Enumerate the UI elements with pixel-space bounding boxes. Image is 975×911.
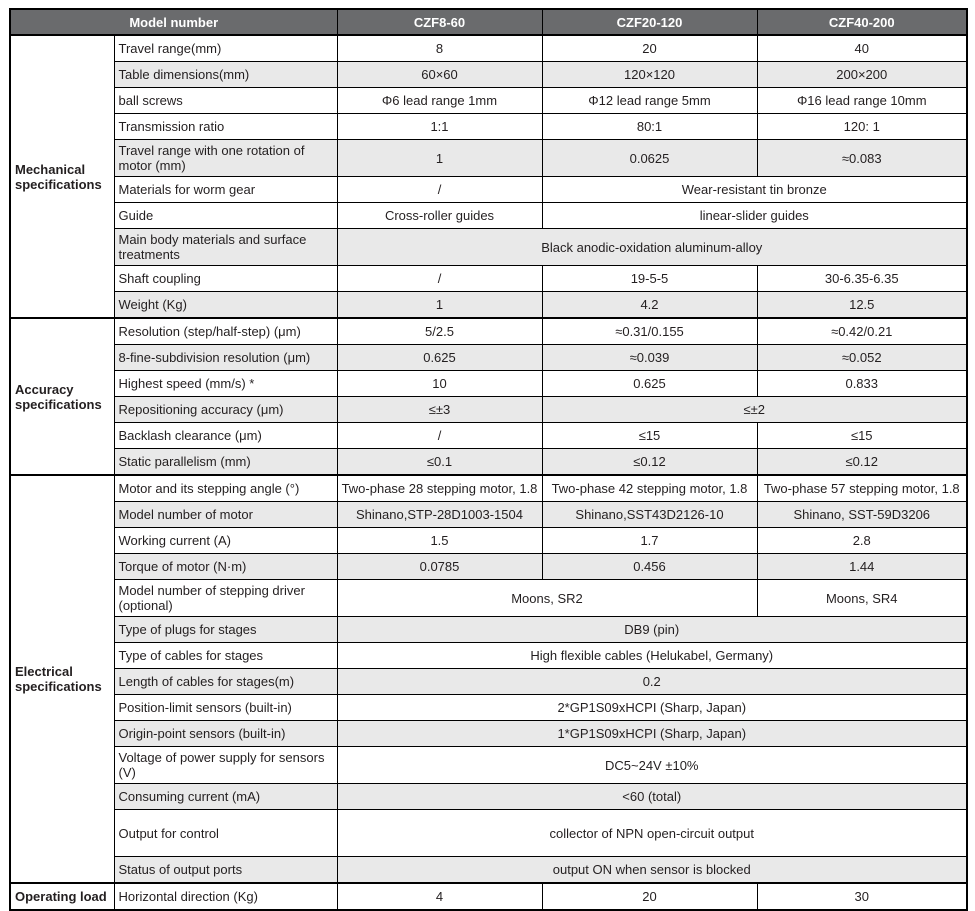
value-cell: ≈0.083 (757, 140, 967, 177)
value-cell: Two-phase 28 stepping motor, 1.8 (337, 475, 542, 502)
param-label: Working current (A) (114, 528, 337, 554)
value-cell: Φ6 lead range 1mm (337, 88, 542, 114)
table-row (10, 784, 967, 810)
table-row (10, 695, 967, 721)
section-label: Accuracy specifications (10, 318, 114, 475)
value-cell: 120×120 (542, 62, 757, 88)
value-cell: 0.833 (757, 371, 967, 397)
table-row (10, 721, 967, 747)
value-cell: / (337, 423, 542, 449)
param-label: Status of output ports (114, 857, 337, 884)
value-cell: 0.625 (542, 371, 757, 397)
value-cell: 30 (757, 883, 967, 910)
param-label: Repositioning accuracy (μm) (114, 397, 337, 423)
value-cell: 10 (337, 371, 542, 397)
value-cell: ≤±3 (337, 397, 542, 423)
param-label: ball screws (114, 88, 337, 114)
param-label: Type of plugs for stages (114, 617, 337, 643)
param-label: Table dimensions(mm) (114, 62, 337, 88)
table-row (10, 203, 967, 229)
value-cell: 1.44 (757, 554, 967, 580)
table-row (10, 177, 967, 203)
param-label: Motor and its stepping angle (°) (114, 475, 337, 502)
value-cell: Shinano,SST43D2126-10 (542, 502, 757, 528)
header-model-czf40-200: CZF40-200 (757, 9, 967, 35)
value-cell: output ON when sensor is blocked (337, 857, 967, 884)
value-cell: 200×200 (757, 62, 967, 88)
value-cell: / (337, 177, 542, 203)
value-cell: ≤0.12 (542, 449, 757, 476)
param-label: Model number of motor (114, 502, 337, 528)
table-row (10, 449, 967, 476)
param-label: Position-limit sensors (built-in) (114, 695, 337, 721)
table-row (10, 423, 967, 449)
table-row (10, 475, 967, 502)
header-model-czf8-60: CZF8-60 (337, 9, 542, 35)
value-cell: ≤15 (542, 423, 757, 449)
value-cell: 0.0625 (542, 140, 757, 177)
value-cell: Black anodic-oxidation aluminum-alloy (337, 229, 967, 266)
table-row (10, 857, 967, 884)
value-cell: ≈0.42/0.21 (757, 318, 967, 345)
value-cell: 1 (337, 140, 542, 177)
value-cell: 1.5 (337, 528, 542, 554)
table-row (10, 266, 967, 292)
value-cell: <60 (total) (337, 784, 967, 810)
table-row (10, 502, 967, 528)
table-row (10, 747, 967, 784)
value-cell: ≈0.039 (542, 345, 757, 371)
value-cell: DC5~24V ±10% (337, 747, 967, 784)
value-cell: Cross-roller guides (337, 203, 542, 229)
table-row (10, 114, 967, 140)
table-row (10, 669, 967, 695)
param-label: Type of cables for stages (114, 643, 337, 669)
section-label: Electrical specifications (10, 475, 114, 883)
param-label: Model number of stepping driver (optional) (114, 580, 337, 617)
value-cell: 1:1 (337, 114, 542, 140)
value-cell: 0.625 (337, 345, 542, 371)
table-row (10, 318, 967, 345)
param-label: Weight (Kg) (114, 292, 337, 319)
param-label: Materials for worm gear (114, 177, 337, 203)
value-cell: 2.8 (757, 528, 967, 554)
value-cell: 0.0785 (337, 554, 542, 580)
value-cell: ≤0.1 (337, 449, 542, 476)
section-label: Operating load (10, 883, 114, 910)
spec-table (9, 8, 968, 911)
value-cell: 1*GP1S09xHCPI (Sharp, Japan) (337, 721, 967, 747)
param-label: Torque of motor (N·m) (114, 554, 337, 580)
param-label: Highest speed (mm/s) * (114, 371, 337, 397)
table-row (10, 371, 967, 397)
header-model-number-label: Model number (10, 9, 337, 35)
table-row (10, 35, 967, 62)
value-cell: Moons, SR2 (337, 580, 757, 617)
table-row (10, 643, 967, 669)
value-cell: Wear-resistant tin bronze (542, 177, 967, 203)
value-cell: 30-6.35-6.35 (757, 266, 967, 292)
value-cell: 5/2.5 (337, 318, 542, 345)
param-label: Length of cables for stages(m) (114, 669, 337, 695)
value-cell: ≤15 (757, 423, 967, 449)
spec-table-body (10, 35, 967, 910)
value-cell: 80:1 (542, 114, 757, 140)
value-cell: 19-5-5 (542, 266, 757, 292)
table-row (10, 617, 967, 643)
param-label: Resolution (step/half-step) (μm) (114, 318, 337, 345)
table-row (10, 345, 967, 371)
table-row (10, 62, 967, 88)
value-cell: 12.5 (757, 292, 967, 319)
header-row (10, 9, 967, 35)
value-cell: 1.7 (542, 528, 757, 554)
value-cell: Shinano, SST-59D3206 (757, 502, 967, 528)
param-label: Travel range with one rotation of motor (mm) (114, 140, 337, 177)
value-cell: 120: 1 (757, 114, 967, 140)
header-model-czf20-120: CZF20-120 (542, 9, 757, 35)
value-cell: linear-slider guides (542, 203, 967, 229)
table-row (10, 580, 967, 617)
value-cell: 4 (337, 883, 542, 910)
table-row (10, 397, 967, 423)
table-row (10, 292, 967, 319)
value-cell: High flexible cables (Helukabel, Germany) (337, 643, 967, 669)
value-cell: 0.456 (542, 554, 757, 580)
value-cell: 60×60 (337, 62, 542, 88)
value-cell: ≤±2 (542, 397, 967, 423)
value-cell: Shinano,STP-28D1003-1504 (337, 502, 542, 528)
value-cell: ≈0.052 (757, 345, 967, 371)
value-cell: Moons, SR4 (757, 580, 967, 617)
value-cell: 8 (337, 35, 542, 62)
table-row (10, 229, 967, 266)
param-label: Main body materials and surface treatments (114, 229, 337, 266)
table-row (10, 140, 967, 177)
value-cell: Two-phase 42 stepping motor, 1.8 (542, 475, 757, 502)
param-label: Static parallelism (mm) (114, 449, 337, 476)
table-row (10, 88, 967, 114)
value-cell: 20 (542, 883, 757, 910)
value-cell: collector of NPN open-circuit output (337, 810, 967, 857)
value-cell: 0.2 (337, 669, 967, 695)
value-cell: Φ12 lead range 5mm (542, 88, 757, 114)
param-label: Consuming current (mA) (114, 784, 337, 810)
table-row (10, 528, 967, 554)
param-label: Shaft coupling (114, 266, 337, 292)
value-cell: DB9 (pin) (337, 617, 967, 643)
param-label: 8-fine-subdivision resolution (μm) (114, 345, 337, 371)
value-cell: 2*GP1S09xHCPI (Sharp, Japan) (337, 695, 967, 721)
section-label: Mechanical specifications (10, 35, 114, 318)
param-label: Voltage of power supply for sensors (V) (114, 747, 337, 784)
value-cell: 20 (542, 35, 757, 62)
value-cell: 1 (337, 292, 542, 319)
value-cell: Φ16 lead range 10mm (757, 88, 967, 114)
param-label: Backlash clearance (μm) (114, 423, 337, 449)
param-label: Travel range(mm) (114, 35, 337, 62)
value-cell: 40 (757, 35, 967, 62)
table-row (10, 810, 967, 857)
value-cell: Two-phase 57 stepping motor, 1.8 (757, 475, 967, 502)
table-row (10, 883, 967, 910)
param-label: Transmission ratio (114, 114, 337, 140)
param-label: Origin-point sensors (built-in) (114, 721, 337, 747)
table-row (10, 554, 967, 580)
value-cell: ≈0.31/0.155 (542, 318, 757, 345)
value-cell: / (337, 266, 542, 292)
param-label: Guide (114, 203, 337, 229)
value-cell: ≤0.12 (757, 449, 967, 476)
param-label: Horizontal direction (Kg) (114, 883, 337, 910)
param-label: Output for control (114, 810, 337, 857)
value-cell: 4.2 (542, 292, 757, 319)
